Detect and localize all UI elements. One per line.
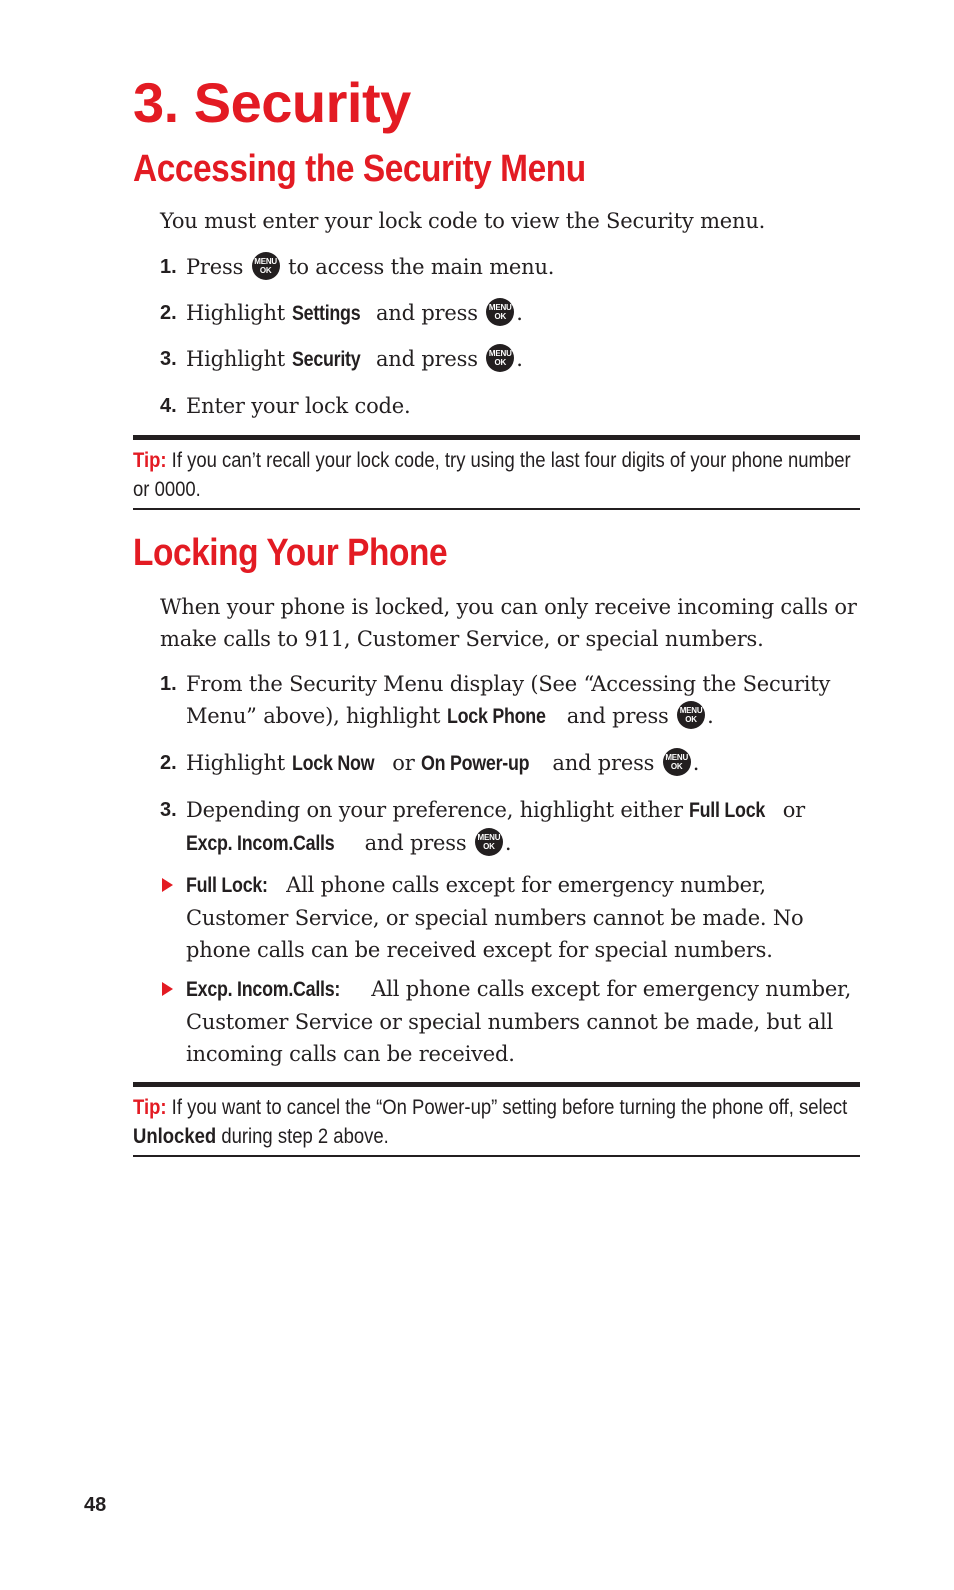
tip-box-power-up — [133, 1082, 860, 1157]
bullet-full-lock — [160, 869, 860, 966]
bullet-text: All phone calls except for emergency number, Customer Service, or special numbers cannot be made. No phone calls can be received except for special numbers. — [186, 873, 804, 962]
step-text: Highlight — [186, 751, 286, 775]
step-number: 3. — [160, 348, 177, 370]
section2-step-2: 2. Highlight Lock Now or On Power-up and press MENU OK . — [160, 747, 860, 780]
section1-step-2: 2. Highlight Settings and press MENU OK . — [160, 297, 860, 330]
menu-option-lock-phone: Lock Phone — [446, 705, 546, 728]
step-text: and press — [566, 704, 669, 728]
tip-text: Tip: If you want to cancel the “On Power-up” setting before turning the phone off, select Unlocked during step 2 above. — [133, 1096, 848, 1148]
menu-option-settings: Settings — [291, 302, 360, 325]
section2-intro: When your phone is locked, you can only receive incoming calls or make calls to 911, Customer Service, or special numbers. — [160, 595, 857, 651]
step-number: 2. — [160, 752, 177, 774]
menu-ok-key-icon: MENU OK — [252, 252, 280, 280]
bullet-keyword: Excp. Incom.Calls: — [186, 978, 341, 1001]
step-text: From the Security Menu display (See “Accessing the Security Menu” above), highlight — [186, 672, 831, 728]
step-text: Highlight — [186, 301, 286, 325]
menu-ok-key-icon: MENU OK — [486, 344, 514, 372]
section1-step-4 — [160, 390, 860, 422]
step-text: Enter your lock code. — [186, 394, 411, 418]
step-number: 4. — [160, 395, 177, 417]
tip-label: Tip: — [133, 1096, 167, 1119]
step-text: and press — [375, 301, 478, 325]
tip-label: Tip: — [133, 449, 167, 472]
menu-ok-key-icon: MENU OK — [663, 748, 691, 776]
bullet-excp-incom-calls — [160, 973, 860, 1070]
step-text: and press — [552, 751, 655, 775]
section2-step-3: 3. Depending on your preference, highlight either Full Lock or Excp. Incom.Calls and press MENU OK . — [160, 794, 860, 860]
menu-option-full-lock: Full Lock — [689, 799, 766, 822]
menu-option-excp-incom-calls: Excp. Incom.Calls — [186, 832, 335, 855]
section1-step-3: 3. Highlight Security and press MENU OK . — [160, 343, 860, 376]
menu-ok-key-icon: MENU OK — [677, 701, 705, 729]
menu-option-lock-now: Lock Now — [291, 752, 374, 775]
section-title-accessing: Accessing the Security Menu — [133, 148, 586, 190]
bullet-arrow-icon — [162, 878, 173, 892]
menu-option-security: Security — [291, 348, 360, 371]
step-text: and press — [375, 347, 478, 371]
section1-step-1 — [160, 251, 860, 283]
section2-step-1: 1. From the Security Menu display (See “Accessing the Security Menu” above), highlight Lock Phone and press MENU OK . — [160, 668, 860, 733]
step-number: 1. — [160, 673, 177, 695]
menu-ok-key-icon: MENU OK — [475, 828, 503, 856]
step-number: 2. — [160, 302, 177, 324]
step-text: and press — [364, 831, 467, 855]
tip-keyword-unlocked: Unlocked — [133, 1125, 217, 1148]
tip-text: Tip: If you can’t recall your lock code, try using the last four digits of your phone number or 0000. — [133, 449, 851, 501]
menu-option-on-power-up: On Power-up — [421, 752, 530, 775]
step-text: Highlight — [186, 347, 286, 371]
step-text: Depending on your preference, highlight either — [186, 798, 683, 822]
bullet-text: All phone calls except for emergency number, Customer Service or special numbers cannot be made, but all incoming calls can be received. — [186, 977, 852, 1066]
menu-ok-key-icon: MENU OK — [486, 298, 514, 326]
chapter-title: 3. Security — [133, 71, 411, 134]
section-title-locking: Locking Your Phone — [133, 532, 448, 574]
page-number: 48 — [84, 1494, 107, 1516]
section1-intro: You must enter your lock code to view the Security menu. — [160, 209, 766, 233]
bullet-arrow-icon — [162, 982, 173, 996]
tip-box-lock-code — [133, 435, 860, 510]
step-text: to access the main menu. — [288, 255, 555, 279]
step-text: Press — [186, 255, 244, 279]
step-number: 1. — [160, 256, 177, 278]
bullet-keyword: Full Lock: — [186, 874, 268, 897]
step-number: 3. — [160, 799, 177, 821]
